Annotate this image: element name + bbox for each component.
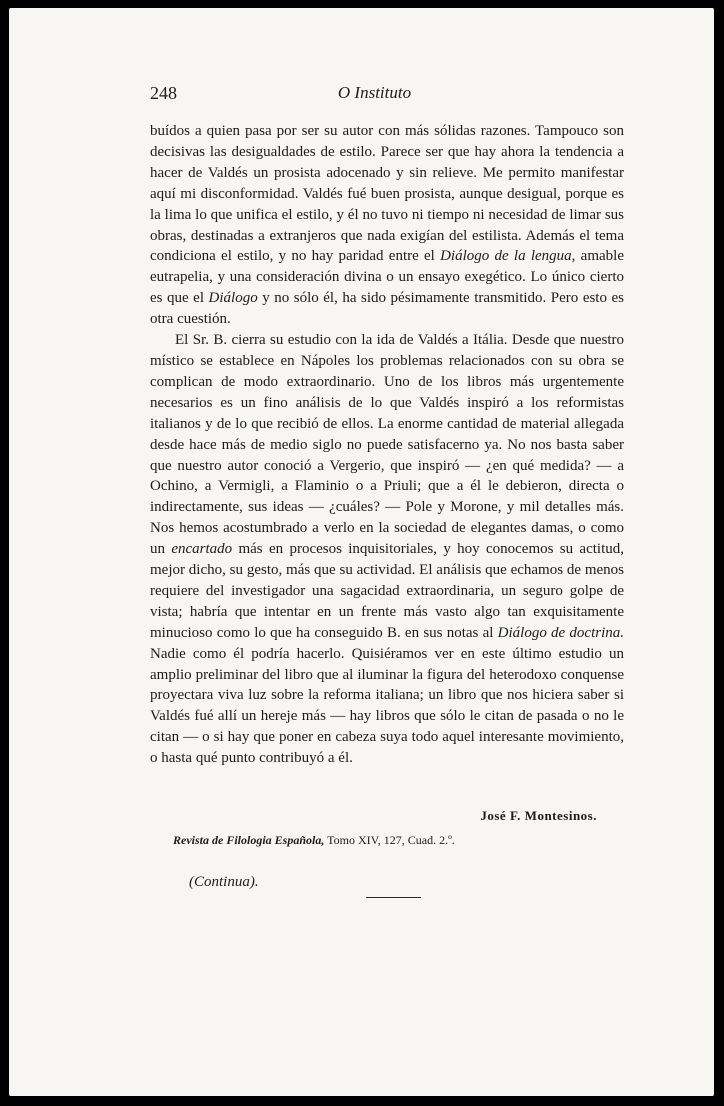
book-title: Diálogo [208,290,258,307]
page-number: 248 [150,83,177,103]
paragraph [150,121,624,330]
paragraph [150,330,624,769]
source-citation [173,833,455,848]
citation-journal: Revista de Filologia Española, [173,833,325,847]
book-page [9,8,714,1096]
text-segment: amable eutrapelia, y una consideración divina o un ensayo exegético. Lo único cierto es que el [150,248,624,307]
continua-note: (Continua). [189,874,259,890]
running-head [150,83,599,107]
text-segment: El Sr. B. cierra su estudio con la ida de Valdés a Itália. Desde que nuestro místico se establece en Nápoles los problemas relacionados con su obra se complican de modo extraordinario. Uno de los libros más urgentemente necesarios es un fino análisis de lo que Valdés inspiró a los reformistas italianos y de lo que recibió de ellos. La enorme cantidad de material allegada desde hace más de medio siglo no puede satisfacerno ya. No nos basta saber que nuestro autor conoció a Vergerio, que inspiró — ¿en qué medida? — a Ochino, a Vermigli, a Flaminio o a Priuli; que a él le debieron, directa o indirectamente, sus ideas — ¿cuáles? — Pole y Morone, y mil detalles más. Nos hemos acostumbrado a verlo en la sociedad de elegantes damas, o como un [150,332,624,558]
author-signature: José F. Montesinos. [480,808,597,823]
emphasis: encartado [171,541,233,558]
journal-title: O Instituto [337,83,412,102]
text-segment: buídos a quien pasa por ser su autor con más sólidas razones. Tampouco son decisivas las desigualdades de estilo. Parece ser que hay ahora la tendencia a hacer de Valdés un prosista adocenado y sin relieve. Me permito manifestar aquí mi disconformidad. Valdés fué buen prosista, aunque desigual, porque es la lima lo que unifica el estilo, y él no tuvo ni tiempo ni necesidad de limar sus obras, destinadas a extranjeros que nada exigían del estilista. Además el tema condiciona el estilo, y no hay paridad entre el [150,123,624,265]
book-title: Diálogo de doctrina. [497,624,625,641]
text-segment: y no sólo él, ha sido pésimamente transmitido. Pero esto es otra cuestión. [150,290,624,328]
citation-reference: Tomo XIV, 127, Cuad. 2.º. [324,833,455,847]
book-title: Diálogo de la lengua, [440,248,576,265]
article-body [150,121,624,769]
text-segment: Nadie como él podría hacerlo. Quisiéramos ver en este último estudio un amplio preliminar del libro que al iluminar la figura del heterodoxo conquense proyectara viva luz sobre la reforma italiana; un libro que nos hiciera saber si Valdés fué allí un hereje más — hay libros que sólo le citan de pasada o no le citan — o si hay que poner en cabeza suya todo aquel interesante movimiento, o hasta qué punto contribuyó a él. [150,645,624,767]
text-segment: más en procesos inquisitoriales, y hoy conocemos su actitud, mejor dicho, su gesto, más que su actividad. El análisis que echamos de menos requiere del investigador una sagacidad extraordinaria, un seguro golpe de vista; habría que intentar en un frente más vasto algo tan exquisitamente minucioso como lo que ha conseguido B. en sus notas al [150,541,624,641]
section-divider [366,897,421,898]
